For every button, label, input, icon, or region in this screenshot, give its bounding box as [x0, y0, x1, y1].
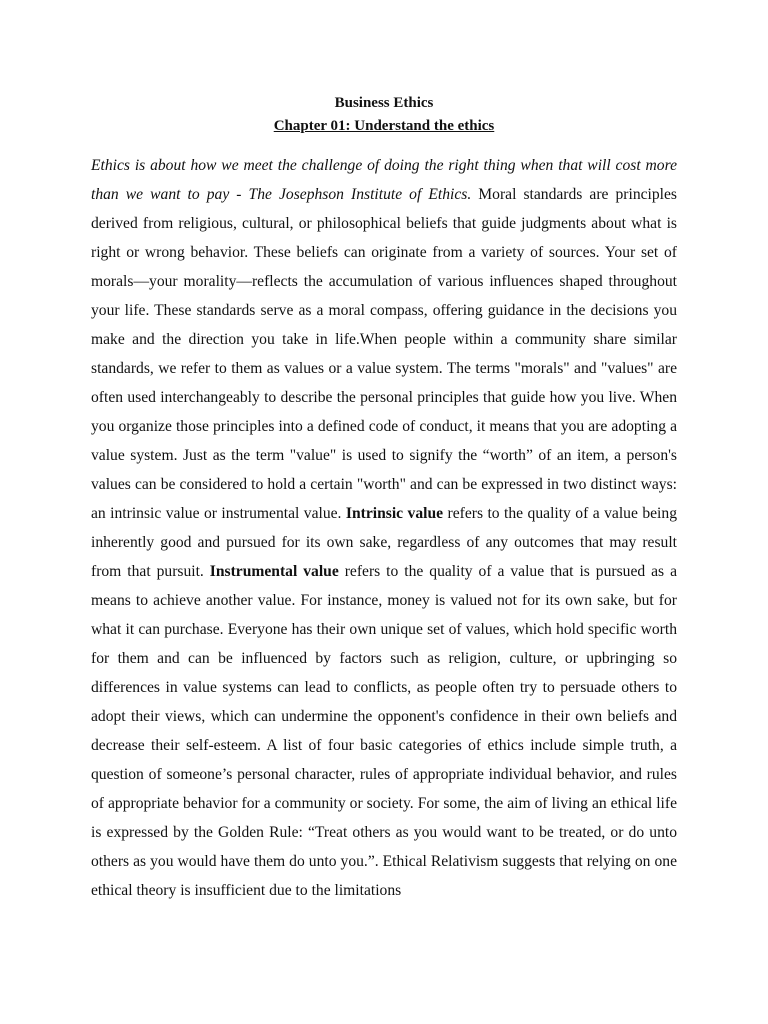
paragraph-text-3: refers to the quality of a value that is pursued as a means to achieve another value. For instance, money is valued not for its own sake, but for what it can purchase. Everyone has their own unique set of values, which hold specific worth for them and can be influenced by factors such as religion, culture, or upbringing so differences in value systems can lead to conflicts, as people often try to persuade others to adopt their views, which can undermine the opponent's confidence in their own beliefs and decrease their self-esteem. A list of four basic categories of ethics include simple truth, a question of someone’s personal character, rules of appropriate individual behavior, and rules of appropriate behavior for a community or society. For some, the aim of living an ethical life is expressed by the Golden Rule: “Treat others as you would want to be treated, or do unto others as you would have them do unto you.”. Ethical Relativism suggests that relying on one ethical theory is insufficient due to the limitations	[91, 563, 678, 899]
document-title: Business Ethics	[334, 95, 434, 111]
paragraph-text-1: Moral standards are principles derived from religious, cultural, or philosophical beliefs that guide judgments about what is right or wrong behavior. These beliefs can originate from a variety of sources. Your set of morals—your morality—reflects the accumulation of various influences shaped throughout your life. These standards serve as a moral compass, offering guidance in the decisions you make and the direction you take in life.When people within a community share similar standards, we refer to them as values or a value system. The terms "morals" and "values" are often used interchangeably to describe the personal principles that guide how you live. When you organize those principles into a defined code of conduct, it means that you are adopting a value system. Just as the term "value" is used to signify the “worth” of an item, a person's values can be considered to hold a certain "worth" and can be expressed in two distinct ways: an intrinsic value or instrumental value.	[91, 186, 677, 522]
body-paragraph	[91, 151, 677, 905]
term-intrinsic-value: Intrinsic value	[345, 505, 444, 522]
opening-quote: Ethics is about how we meet the challenge of doing the right thing when that will cost more than we want to pay - The Josephson Institute of Ethics.	[91, 157, 677, 203]
chapter-title: Chapter 01: Understand the ethics	[273, 118, 495, 134]
term-instrumental-value: Instrumental value	[209, 563, 339, 580]
paragraph-text-2: refers to the quality of a value being inherently good and pursued for its own sake, regardless of any outcomes that may result from that pursuit.	[91, 505, 677, 580]
